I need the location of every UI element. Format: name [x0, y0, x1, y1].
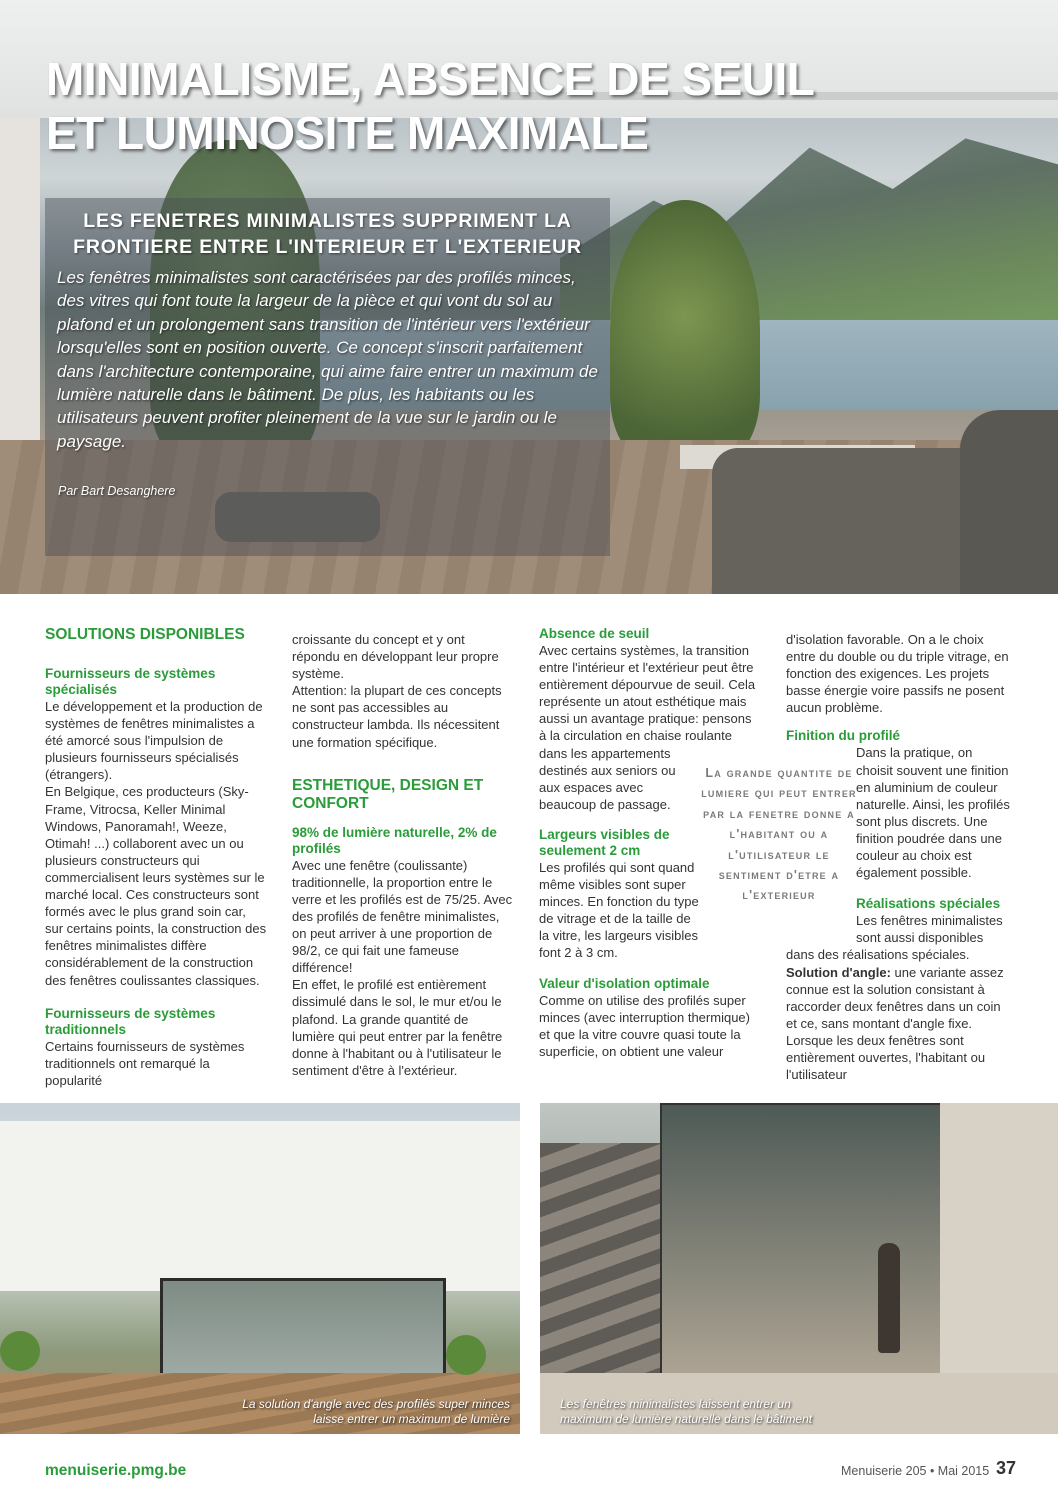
subheading: Finition du profilé [786, 728, 900, 744]
paragraph: Dans la pratique, on choisit souvent une finition en aluminium de couleur naturelle. Ainsi, les profilés sont plus discrets. Une finition poudrée dans une couleur au choix est également possible. [856, 745, 1010, 881]
column-2 [292, 631, 514, 1079]
footer-issue: Menuiserie 205 • Mai 2015 [841, 1464, 990, 1478]
paragraph: croissante du concept et y ont répondu en développant leur propre système. [292, 632, 499, 682]
paragraph: d'isolation favorable. On a le choix entre du double ou du triple vitrage, en fonction des exigences. Les projets basse énergie voire passifs ne posent aucun problème. [786, 632, 1009, 716]
photo2-caption: Les fenêtres minimalistes laissent entrer un maximum de lumière naturelle dans le bâtiment [560, 1397, 813, 1426]
stone-wall [940, 1103, 1058, 1373]
subheading: 98% de lumière naturelle, 2% de profilés [292, 824, 497, 856]
tree-right [610, 200, 760, 460]
subheading: Réalisations spéciales [856, 896, 1001, 912]
intro-heading: LES FENETRES MINIMALISTES SUPPRIMENT LA FRONTIERE ENTRE L'INTERIEUR ET L'EXTERIEUR [73, 210, 582, 258]
bush [0, 1331, 40, 1371]
paragraph [786, 964, 1012, 1084]
person [878, 1243, 900, 1353]
bush [446, 1335, 486, 1375]
subheading: Fournisseurs de systèmes traditionnels [45, 1005, 216, 1037]
paragraph: En effet, le profilé est entièrement dissimulé dans le sol, le mur et/ou le plafond. La grande quantité de lumière qui peut entrer par la fenêtre donne à l'habitant ou à l'utilisateur le sentiment d'être à l'extérieur. [292, 977, 503, 1078]
paragraph: Certains fournisseurs de systèmes traditionnels ont remarqué la popularité [45, 1038, 245, 1088]
paragraph: dans des réalisations spéciales. [786, 947, 970, 963]
section-heading: SOLUTIONS DISPONIBLES [45, 626, 245, 643]
paragraph: Le développement et la production de systèmes de fenêtres minimalistes a été amorcé sous l'impulsion de plusieurs fournisseurs spécialisés (étrangers). [45, 699, 263, 783]
intro-text: Les fenêtres minimalistes sont caractérisées par des profilés minces, des vitres qui font toute la largeur de la pièce et qui vont du sol au plafond et un prolongement sans transition de l'intérieur vers l'extérieur lorsqu'elles sont en position ouverte. Ce concept s'inscrit parfaitement dans l'architecture contemporaine, qui aime faire entrer un maximum de lumière naturelle dans le bâtiment. De plus, les habitants ou les utilisateurs peuvent profiter pleinement de la vue sur le jardin ou le paysage. [57, 268, 598, 451]
paragraph: Comme on utilise des profilés super minces (avec interruption thermique) et que la vitre couvre quasi toute la superficie, on obtient une valeur [539, 992, 750, 1059]
paragraph: Avec une fenêtre (coulissante) traditionnelle, la proportion entre le verre et les profilés est de 75/25. Avec des profilés de fenêtre minimalistes, on peut arriver à une proportion de 98/2, ce qui fait une fameuse différence! [292, 857, 513, 976]
paragraph: Avec certains systèmes, la transition entre l'intérieur et l'extérieur peut être entièrement dépourvue de seuil. Cela représente un atout esthétique mais aussi un avantage pratique: pensons à la circulation en chaise roulante [539, 643, 756, 744]
inline-text: une variante assez connue est la solution consistant à raccorder deux fenêtres dans un coin et ce, sans montant d'angle fixe. Lorsque les deux fenêtres sont entièrement ouvertes, l'habitant ou l'utilisateur [786, 964, 1004, 1083]
subheading: Valeur d'isolation optimale [539, 975, 710, 991]
page-number: 37 [996, 1458, 1017, 1478]
photo1-caption: La solution d'angle avec des profilés super minces laisse entrer un maximum de lumière [242, 1397, 510, 1426]
subheading: Absence de seuil [539, 626, 650, 641]
pull-quote: La grande quantite de lumiere qui peut entrer par la fenetre donne a l'habitant ou a l'utilisateur le sentiment d'etre a l'exterieur [701, 766, 857, 903]
column-1 [45, 626, 267, 1089]
paragraph: dans les appartements destinés aux seniors ou aux espaces avec beaucoup de passage. [539, 745, 676, 812]
photo-interior-glass [540, 1103, 1058, 1434]
photo-corner-window [0, 1103, 520, 1434]
page-title: MINIMALISME, ABSENCE DE SEUIL ET LUMINOSITE MAXIMALE [46, 53, 814, 159]
sofa-arm [960, 410, 1058, 594]
section-heading: ESTHETIQUE, DESIGN ET CONFORT [292, 776, 484, 812]
subheading: Fournisseurs de systèmes spécialisés [45, 666, 216, 697]
intro-box [45, 198, 610, 556]
paragraph: En Belgique, ces producteurs (Sky-Frame, Vitrocsa, Keller Minimal Windows, Panoramah!, Weeze, Otimah! ...) collaborent avec un ou plusieurs constructeurs qui commercialisent leurs systèmes sur le marché local. Ces constructeurs sont formés avec le plus grand soin car, sur certains points, la construction des fenêtres minimalistes diffère considérablement de la construction des fenêtres coulissantes classiques. [45, 784, 267, 988]
paragraph: Les profilés qui sont quand même visibles sont super minces. En fonction du type de vitrage et de la taille de la vitre, les largeurs visibles font 2 à 3 cm. [539, 859, 699, 961]
inline-strong: Solution d'angle: [786, 964, 891, 980]
byline: Par Bart Desanghere [58, 484, 176, 498]
subheading: Largeurs visibles de seulement 2 cm [539, 826, 670, 858]
hero-photo [0, 0, 1058, 594]
house-facade [0, 1121, 520, 1291]
paragraph: Les fenêtres minimalistes sont aussi disponibles [856, 913, 1003, 946]
column-4 [786, 631, 1012, 1083]
paragraph: Attention: la plupart de ces concepts ne sont pas accessibles au constructeur lambda. Ils nécessitent une formation spécifique. [292, 683, 502, 750]
footer-website[interactable]: menuiserie.pmg.be [45, 1462, 187, 1479]
glass-wall [660, 1103, 964, 1397]
